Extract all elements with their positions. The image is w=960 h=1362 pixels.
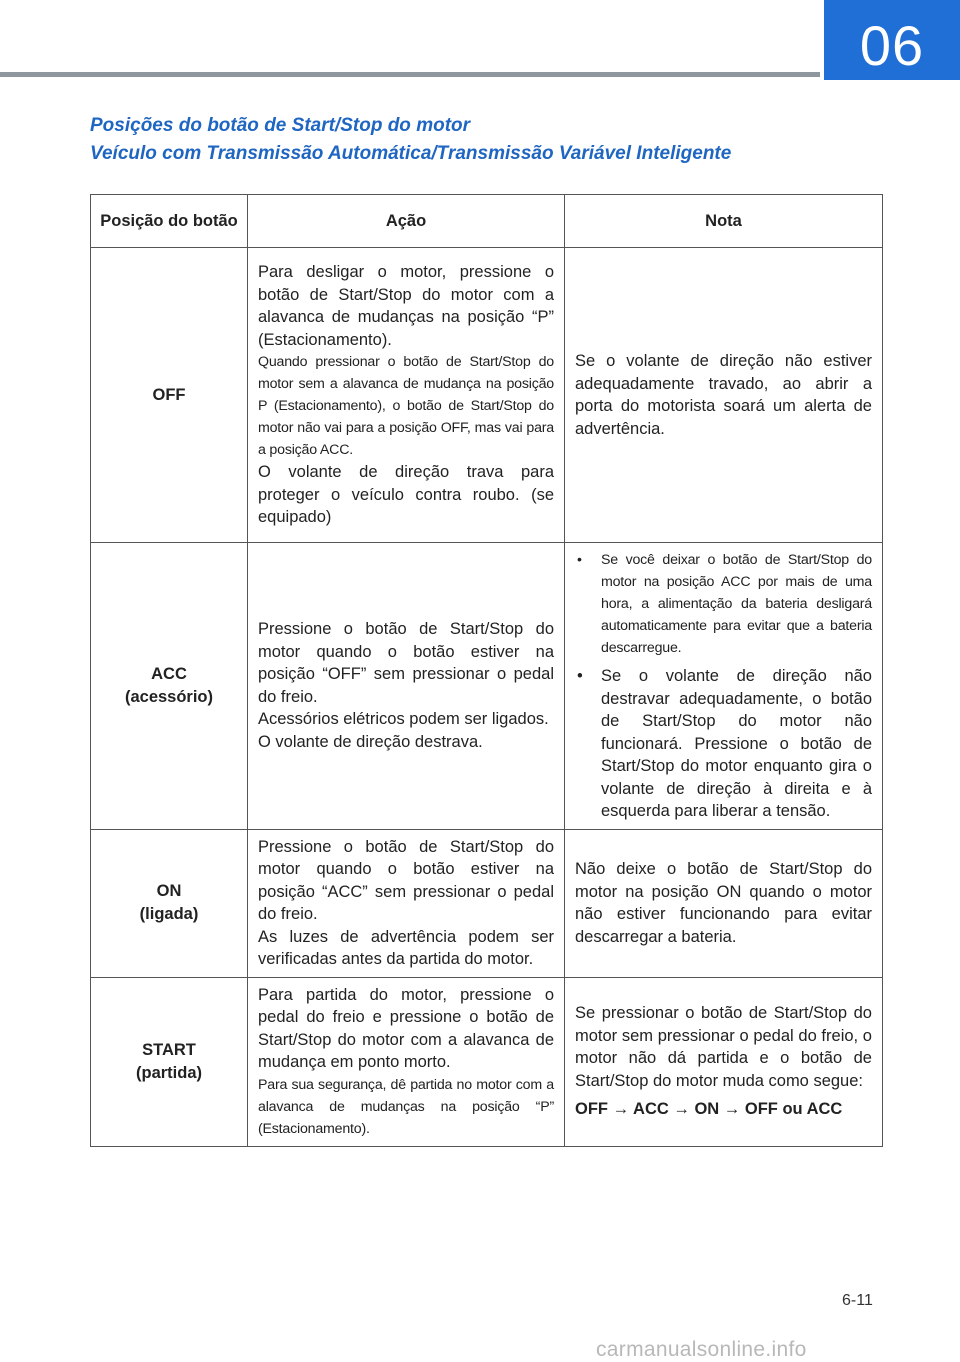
note-cell [565,248,883,543]
header-position: Posição do botão [91,195,248,248]
action-paragraph: Para sua segurança, dê partida no motor com a alavanca de mudanças na posição “P” (Estacionamento). [258,1076,554,1137]
action-paragraph: Quando pressionar o botão de Start/Stop do motor sem a alavanca de mudança na posição P (Estacionamento), o botão de Start/Stop do motor não vai para a posição OFF, mas vai para a posição ACC. [258,354,554,459]
note-cell [565,829,883,977]
position-sequence: OFF → ACC → ON → OFF ou ACC [575,1100,843,1119]
button-positions-table [90,194,883,1147]
chapter-tab: 06 [824,0,960,80]
table-row [91,829,883,977]
top-rule [0,72,820,77]
note-bullet-item: • Se o volante de direção não destravar adequadamente, o botão de Start/Stop do motor não funcionará. Pressione o botão de Start/Stop do motor enquanto gira o volante de direção à direita e à esquerda para liberar a tensão. [575,665,872,823]
position-label: (ligada) [139,905,199,923]
position-cell [91,977,248,1146]
position-label: ACC [151,664,187,683]
action-paragraph: O volante de direção destrava. [258,732,483,751]
action-cell [248,543,565,830]
page-number: 6-11 [842,1292,873,1309]
action-cell [248,248,565,543]
action-paragraph: Pressione o botão de Start/Stop do motor quando o botão estiver na posição “ACC” sem pressionar o pedal do freio. [258,837,554,923]
action-paragraph: Acessórios elétricos podem ser ligados. [258,710,549,729]
table-header-row [91,195,883,248]
header-note: Nota [565,195,883,248]
heading-line-2: Veículo com Transmissão Automática/Transmissão Variável Inteligente [90,143,732,164]
table-row [91,248,883,543]
watermark: carmanualsonline.info [596,1338,807,1361]
position-cell [91,829,248,977]
position-label: ON [156,882,182,900]
position-cell [91,543,248,830]
note-cell [565,977,883,1146]
action-paragraph: As luzes de advertência podem ser verificadas antes da partida do motor. [258,927,554,968]
table-row [91,977,883,1146]
action-paragraph: Para desligar o motor, pressione o botão de Start/Stop do motor com a alavanca de mudanças na posição “P” (Estacionamento). [258,263,554,349]
action-cell [248,977,565,1146]
position-label: START [142,1040,196,1059]
note-paragraph: Não deixe o botão de Start/Stop do motor na posição ON quando o motor não estiver funcionando para evitar descarregar a bateria. [575,860,872,946]
header-action: Ação [248,195,565,248]
action-paragraph: O volante de direção trava para proteger o veículo contra roubo. (se equipado) [258,463,554,527]
note-cell [565,543,883,830]
action-paragraph: Pressione o botão de Start/Stop do motor quando o botão estiver na posição “OFF” sem pressionar o pedal do freio. [258,620,554,706]
note-bullet-item: • Se você deixar o botão de Start/Stop do motor na posição ACC por mais de uma hora, a alimentação da bateria desligará automaticamente para evitar que a bateria descarregue. [575,549,872,659]
note-paragraph: Se o volante de direção não estiver adequadamente travado, ao abrir a porta do motorista soará um alerta de advertência. [575,352,872,438]
note-bullet-list [575,549,872,823]
position-cell [91,248,248,543]
position-label: OFF [152,385,186,404]
table-row [91,543,883,830]
position-label: (partida) [136,1063,202,1082]
heading-line-1: Posições do botão de Start/Stop do motor [90,115,471,136]
position-label: (acessório) [124,687,214,706]
note-paragraph: Se pressionar o botão de Start/Stop do motor sem pressionar o pedal do freio, o motor não dá partida e o botão de Start/Stop do motor muda como segue: [575,1004,872,1090]
action-paragraph: Para partida do motor, pressione o pedal do freio e pressione o botão de Start/Stop do motor com a alavanca de mudança em ponto morto. [258,985,554,1071]
section-heading [90,112,890,168]
action-cell [248,829,565,977]
